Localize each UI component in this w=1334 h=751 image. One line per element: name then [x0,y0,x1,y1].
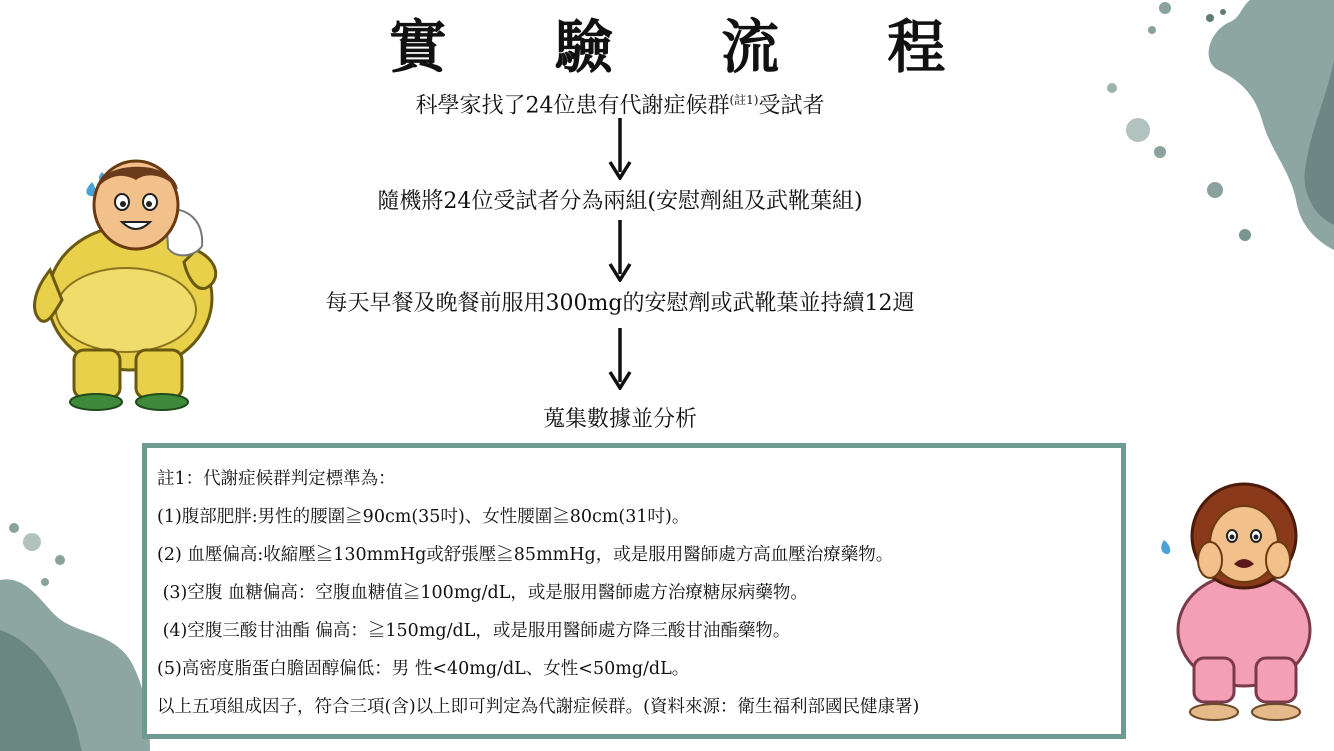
down-arrow-icon [606,118,634,180]
page-title: 實 驗 流 程 [388,13,990,81]
flow-step-1-text: 科學家找了24位患有代謝症候群 [415,93,730,119]
note-item: (4)空腹三酸甘油酯 偏高：≧150mg/dL，或是服用醫師處方降三酸甘油酯藥物。 [157,621,791,641]
criteria-note-box [142,443,1126,739]
down-arrow-icon [606,328,634,390]
flow-step-4: 蒐集數據並分析 [542,407,697,432]
flow-step-2: 隨機將24位受試者分為兩組(安慰劑組及武靴葉組) [377,189,863,214]
note-item: (2) 血壓偏高:收縮壓≧130mmHg或舒張壓≧85mmHg，或是服用醫師處方高血壓治療藥物。 [157,545,894,565]
flow-step-1 [0,86,1240,120]
note-item: (3)空腹 血糖偏高：空腹血糖值≧100mg/dL，或是服用醫師處方治療糖尿病藥物。 [157,583,808,603]
note-item: (5)高密度脂蛋白膽固醇偏低：男 性<40mg/dL、女性<50mg/dL。 [157,659,690,679]
down-arrow-icon [606,220,634,282]
footnote-ref: (註1) [729,93,759,107]
flow-step-3: 每天早餐及晚餐前服用300mg的安慰劑或武靴葉並持續12週 [325,291,915,316]
note-item: (1)腹部肥胖:男性的腰圍≧90cm(35吋)、女性腰圍≧80cm(31吋)。 [157,507,690,527]
note-heading: 註1：代謝症候群判定標準為： [157,469,396,489]
note-summary: 以上五項組成因子，符合三項(含)以上即可判定為代謝症候群。(資料來源：衛生福利部國民健康署) [157,697,920,717]
flow-step-1-end: 受試者 [758,93,825,119]
worried-woman-illustration [1160,480,1320,725]
ink-splash-bottom-left [0,520,150,751]
